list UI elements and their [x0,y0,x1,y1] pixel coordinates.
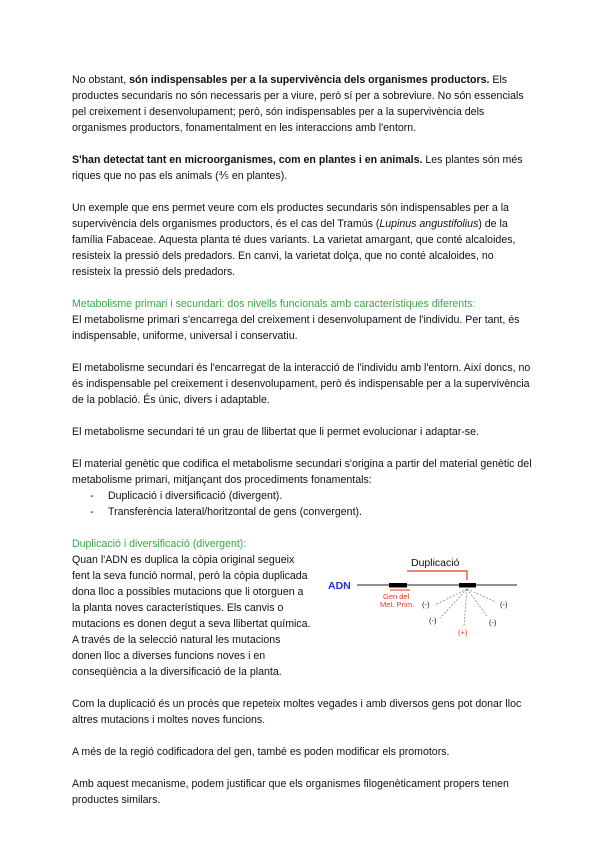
duplication-bracket [407,571,467,580]
paragraph-intro [72,72,532,136]
gene-original [389,583,407,588]
list-item: - Transferència lateral/horitzontal de gens (convergent). [72,504,532,520]
paragraph-repeat: Com la duplicació és un procès que repeteix moltes vegades i amb diversos gens pot donar lloc altres mutacions i moltes noves funcions. [72,698,522,726]
intro-rest: Els productes secundaris no són necessaris per a viure, però sí per a sobreviure. No són essencials pel creixement i desenvolupament; però, són indispensables per a la supervivència dels organismes productors, fonamentalment en les interaccions amb l'entorn. [72,74,524,134]
document-body [72,72,532,808]
mutation-negative-1: (-) [422,600,430,609]
example-after: ) de la família Fabaceae. Aquesta planta té dues variants. La varietat amargant, que conté alcaloides, resisteix la pressió dels predadors. En canvi, la varietat dolça, que no conté alcaloides, no resisteix la pressió dels predadors. [72,218,516,278]
organisms-rest: Les plantes són més riques que no pas els animals (⅘ en plantes). [72,154,523,182]
section-heading-duplication: Duplicació i diversificació (divergent): [72,538,247,550]
paragraph-primary: El metabolisme primari s'encarrega del creixement i desenvolupament de l'individu. Per tant, és indispensable, uniforme, universal i conservatiu. [72,314,520,342]
mutation-positive: (+) [458,628,468,637]
paragraph-duplication: Quan l'ADN es duplica la còpia original segueix fent la seva funció normal, però la còpia duplicada dona lloc a possibles mutacions que li otorguen a la planta noves característiques. Els canvis o mutacions es donen degut a seva llibertat química. A través de la selecció natural les mutacions donen lloc a diverses funcions noves i en conseqüència a la diversificació de la planta. [72,554,311,678]
paragraph-genetic: El material genètic que codifica el metabolisme secundari s'origina a partir del material genètic del metabolisme primari, mitjançant dos procediments fonamentals: [72,458,532,486]
diagram-title: Duplicació [411,557,460,569]
paragraph-similar: Amb aquest mecanisme, podem justificar que els organismes filogenèticament propers tenen productes similars. [72,778,509,806]
mutation-negative-4: (-) [500,600,508,609]
paragraph-promoters: A més de la regió codificadora del gen, també es poden modificar els promotors. [72,746,450,758]
list-item: - Duplicació i diversificació (divergent). [72,488,532,504]
mutation-arrows [435,589,496,626]
paragraph-example [72,200,532,280]
species-name: Lupinus angustifolius [379,218,479,230]
gene-label-line2: Met. Prim. [380,600,415,609]
mutation-negative-3: (-) [489,618,497,627]
duplication-diagram [322,556,532,666]
intro-bold: són indispensables per a la supervivència dels organismes productors. [129,74,490,86]
section-heading-metabolism: Metabolisme primari i secundari: dos nivells funcionals amb característiques diferents: [72,298,476,310]
mutation-negative-2: (-) [429,616,437,625]
example-before: Un exemple que ens permet veure com els productes secundaris són indispensables per a la supervivència dels organismes productors, és el cas del Tramús ( [72,202,509,230]
duplication-block [72,552,532,680]
gene-label-line1: Gen del [383,592,410,601]
organisms-bold: S'han detectat tant en microorganismes, com en plantes i en animals. [72,154,423,166]
dna-label: ADN [328,580,351,592]
paragraph-freedom: El metabolisme secundari té un grau de llibertat que li permet evolucionar i adaptar-se. [72,426,479,438]
intro-lead: No obstant, [72,74,130,86]
paragraph-organisms [72,152,532,184]
gene-duplicate [459,583,476,588]
procedures-list [72,488,532,520]
duplication-diagram-svg [322,556,532,666]
paragraph-secondary: El metabolisme secundari és l'encarregat de la interacció de l'individu amb l'entorn. Així doncs, no és indispensable pel creixement i desenvolupament, però és indispensable per a la supervivència de la població. És únic, divers i adaptable. [72,362,531,406]
